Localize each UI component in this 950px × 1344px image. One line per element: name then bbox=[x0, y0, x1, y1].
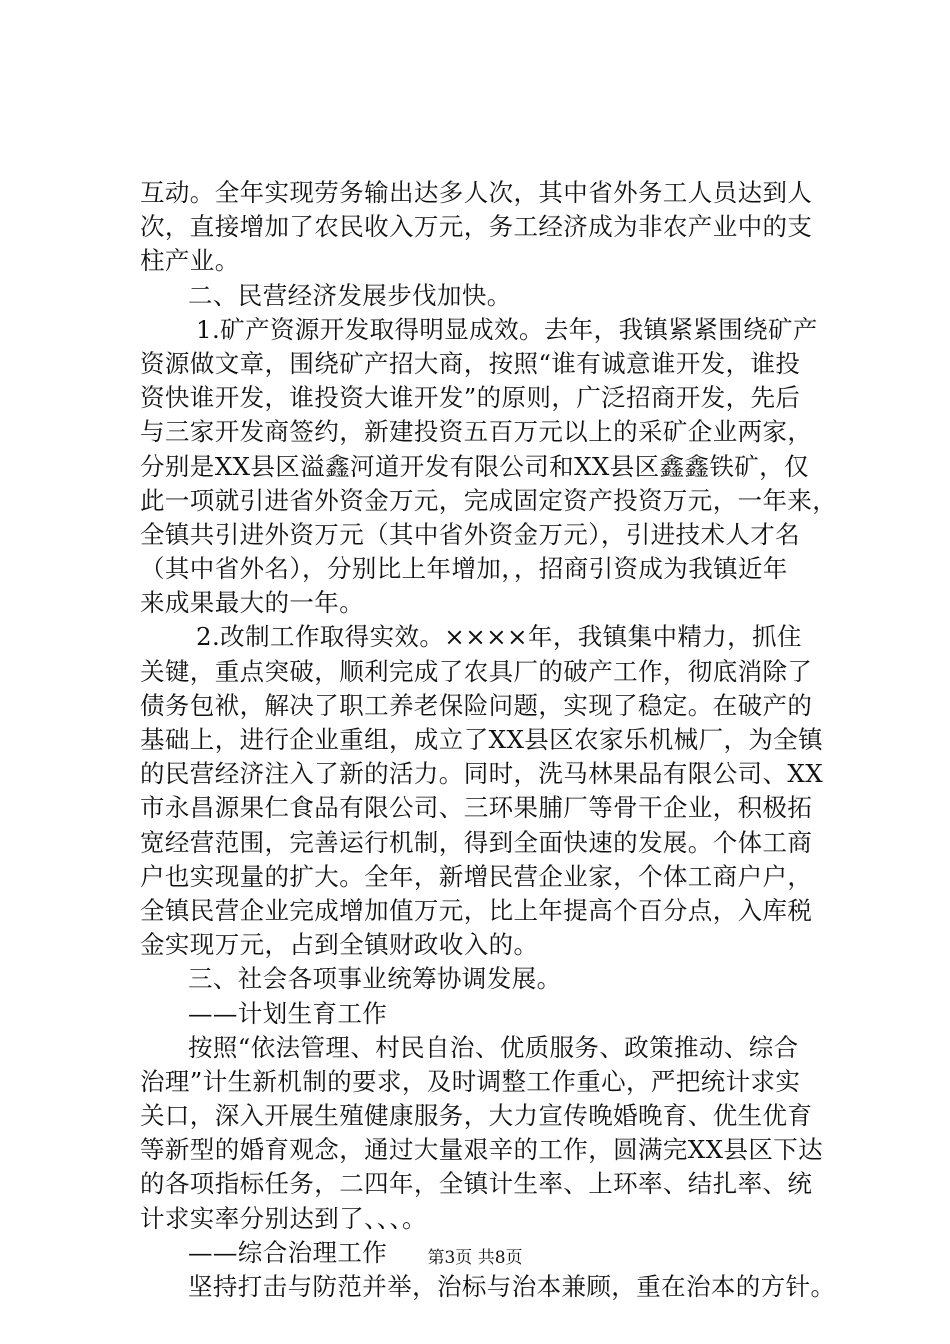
text-line: 全镇民营企业完成增加值万元，比上年提高个百分点，入库税 bbox=[140, 895, 813, 925]
text-line: 坚持打击与防范并举，治标与治本兼顾，重在治本的方针。 bbox=[188, 1272, 836, 1301]
text-line: 的民营经济注入了新的活力。同时，洗马林果品有限公司、XX bbox=[140, 759, 824, 789]
text-line: 来成果最大的一年。 bbox=[140, 588, 365, 618]
page-footer: 第3页 共8页 bbox=[427, 1248, 523, 1268]
section-heading: 三、社会各项事业统筹协调发展。 bbox=[188, 964, 562, 994]
text-line: 全镇共引进外资万元（其中省外资金万元），引进技术人才名 bbox=[140, 519, 801, 549]
text-line: 2.改制工作取得实效。××××年，我镇集中精力，抓住 bbox=[196, 622, 802, 652]
text-line: 债务包袱，解决了职工养老保险问题，实现了稳定。在破产的 bbox=[140, 690, 813, 720]
text-line: 宽经营范围，完善运行机制，得到全面快速的发展。个体工商 bbox=[140, 827, 813, 857]
text-line: 按照“依法管理、村民自治、优质服务、政策推动、综合 bbox=[188, 1032, 799, 1062]
text-line: 等新型的婚育观念，通过大量艰辛的工作，圆满完XX县区下达 bbox=[140, 1135, 824, 1165]
text-line: 关口，深入开展生殖健康服务，大力宣传晚婚晚育、优生优育 bbox=[140, 1101, 813, 1131]
text-line: 关键，重点突破，顺利完成了农具厂的破产工作，彻底消除了 bbox=[140, 656, 813, 686]
subsection-heading: ——计划生育工作 bbox=[188, 998, 388, 1028]
document-body bbox=[140, 176, 840, 1304]
text-line: 户也实现量的扩大。全年，新增民营企业家，个体工商户户， bbox=[140, 861, 813, 891]
text-line: 与三家开发商签约，新建投资五百万元以上的采矿企业两家， bbox=[140, 417, 813, 447]
text-line: 基础上，进行企业重组，成立了XX县区农家乐机械厂，为全镇 bbox=[140, 725, 824, 754]
text-line: 互动。全年实现劳务输出达多人次，其中省外务工人员达到人 bbox=[140, 178, 813, 207]
text-line: 资快谁开发，谁投资大谁开发”的原则，广泛招商开发，先后 bbox=[140, 383, 801, 413]
text-line: 分别是XX县区溢鑫河道开发有限公司和XX县区鑫鑫铁矿，仅 bbox=[140, 451, 809, 481]
text-line: 次，直接增加了农民收入万元，务工经济成为非农产业中的支 bbox=[140, 212, 813, 242]
section-heading: 二、民营经济发展步伐加快。 bbox=[188, 280, 512, 310]
text-line: 柱产业。 bbox=[140, 246, 240, 276]
text-line: 资源做文章，围绕矿产招大商，按照“谁有诚意谁开发，谁投 bbox=[140, 348, 801, 378]
text-line: 治理”计生新机制的要求，及时调整工作重心，严把统计求实 bbox=[140, 1066, 801, 1096]
text-line: 市永昌源果仁食品有限公司、三环果脯厂等骨干企业，积极拓 bbox=[140, 793, 813, 823]
text-line: 计求实率分别达到了、、、。 bbox=[140, 1203, 427, 1233]
text-line: 1.矿产资源开发取得明显成效。去年，我镇紧紧围绕矿产 bbox=[196, 314, 818, 344]
text-line: 此一项就引进省外资金万元，完成固定资产投资万元，一年来， bbox=[140, 485, 838, 515]
text-line: 的各项指标任务，二四年，全镇计生率、上环率、结扎率、统 bbox=[140, 1169, 813, 1199]
subsection-heading: ——综合治理工作 bbox=[188, 1237, 388, 1267]
text-line: 金实现万元，占到全镇财政收入的。 bbox=[140, 930, 539, 960]
text-line: （其中省外名），分别比上年增加，，招商引资成为我镇近年 bbox=[140, 554, 788, 584]
